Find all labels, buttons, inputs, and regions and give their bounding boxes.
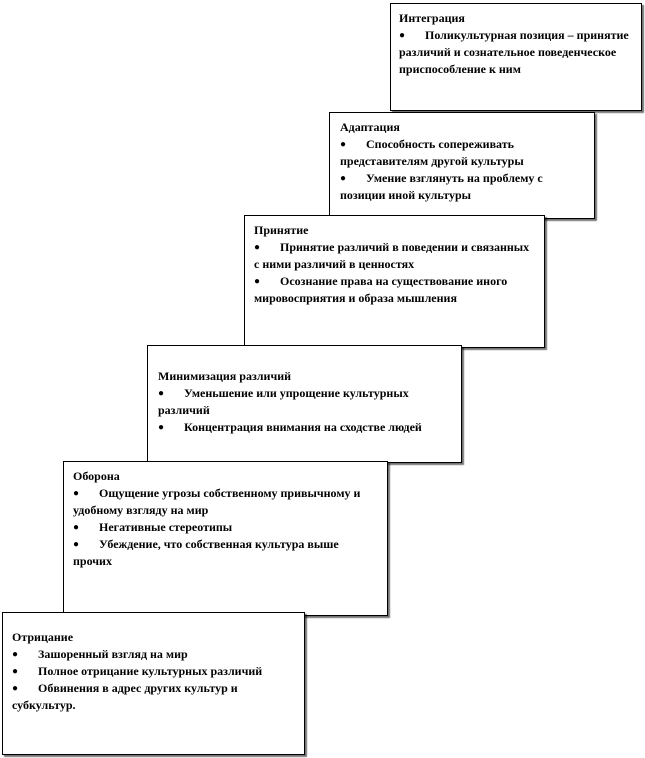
stage-item-text: Полное отрицание культурных различий (38, 664, 263, 678)
bullet-icon: ● (340, 139, 347, 150)
stage-item (158, 385, 453, 419)
stage-title-denial: Отрицание (12, 630, 74, 644)
stage-item (254, 239, 536, 273)
stage-title-defense: Оборона (73, 469, 120, 483)
stage-box-minimization (147, 345, 462, 463)
bullet-icon: ● (158, 388, 165, 399)
stage-title-acceptance: Принятие (254, 223, 309, 237)
stage-item-text: Обвинения в адрес других культур и субкультур. (12, 681, 238, 712)
stage-item-text: Концентрация внимания на сходстве людей (184, 420, 422, 434)
bullet-icon: ● (254, 276, 261, 287)
stage-item (12, 646, 296, 663)
stage-box-acceptance (244, 215, 545, 348)
bullet-icon: ● (73, 488, 80, 499)
bullet-icon: ● (12, 649, 19, 660)
stage-item (73, 485, 379, 519)
stage-item-text: Умение взглянуть на проблему с позиции иной культуры (340, 171, 543, 202)
stage-item-text: Зашоренный взгляд на мир (38, 647, 188, 661)
stage-item (340, 136, 586, 170)
bullet-icon: ● (12, 683, 19, 694)
stage-title-minimization: Минимизация различий (158, 369, 292, 383)
bullet-icon: ● (12, 666, 19, 677)
stage-item (254, 273, 536, 307)
stage-item (158, 419, 453, 436)
stage-item-text: Негативные стереотипы (99, 520, 233, 534)
stage-title-adaptation: Адаптация (340, 120, 400, 134)
stage-item-text: Способность сопереживать представителям другой культуры (340, 137, 524, 168)
bullet-icon: ● (73, 539, 80, 550)
stage-title-integration: Интеграция (399, 11, 465, 25)
stage-item (12, 680, 296, 714)
bullet-icon: ● (254, 242, 261, 253)
bullet-icon: ● (399, 30, 406, 41)
stage-item-text: Уменьшение или упрощение культурных различий (158, 386, 409, 417)
stage-item-text: Осознание права на существование иного мировосприятия и образа мышления (254, 274, 508, 305)
stage-item (73, 519, 379, 536)
stage-box-denial (2, 612, 305, 755)
stage-item-text: Поликультурная позиция – принятие различий и сознательное поведенческое приспособление к ним (399, 28, 629, 76)
stage-box-integration (390, 3, 642, 111)
stage-box-defense (63, 461, 388, 616)
stage-item (12, 663, 296, 680)
stage-item-text: Принятие различий в поведении и связанных с ними различий в ценностях (254, 240, 530, 271)
stage-box-adaptation (329, 112, 595, 219)
stage-item-text: Ощущение угрозы собственному привычному и удобному взгляду на мир (73, 486, 361, 517)
stage-item-text: Убеждение, что собственная культура выше прочих (73, 537, 339, 568)
stage-item (73, 536, 379, 570)
bullet-icon: ● (340, 173, 347, 184)
stage-item (340, 170, 586, 204)
stage-item (399, 27, 633, 78)
bullet-icon: ● (73, 522, 80, 533)
bullet-icon: ● (158, 422, 165, 433)
